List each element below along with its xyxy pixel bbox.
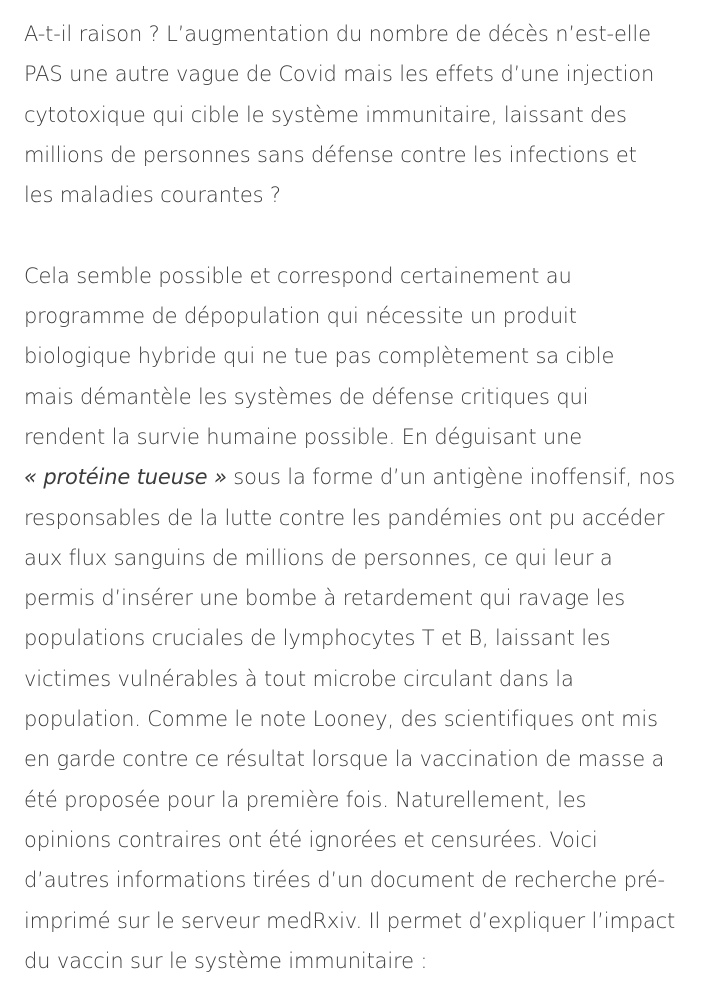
text-line: programme de dépopulation qui nécessite un produit bbox=[24, 304, 577, 329]
text-line: millions de personnes sans défense contre les infections et bbox=[24, 142, 637, 167]
text-line: opinions contraires ont été ignorées et censurées. Voici bbox=[24, 827, 598, 852]
text-line: responsables de la lutte contre les pandémies ont pu accéder bbox=[24, 505, 665, 530]
text-line: aux flux sanguins de millions de personnes, ce qui leur a bbox=[24, 545, 613, 570]
text-line: populations cruciales de lymphocytes T et B, laissant les bbox=[24, 626, 611, 651]
text-line: Cela semble possible et correspond certainement au bbox=[24, 263, 572, 288]
text-line: permis d’insérer une bombe à retardement qui ravage les bbox=[24, 586, 626, 611]
article-body bbox=[24, 14, 704, 981]
paragraph-2 bbox=[24, 256, 704, 981]
text-line: imprimé sur le serveur medRxiv. Il permet d’expliquer l’impact bbox=[24, 908, 676, 933]
text-line: biologique hybride qui ne tue pas complètement sa cible bbox=[24, 344, 615, 369]
text-line bbox=[24, 457, 704, 497]
text-line: en garde contre ce résultat lorsque la vaccination de masse a bbox=[24, 747, 665, 772]
paragraph-spacer bbox=[24, 215, 704, 255]
text-line: rendent la survie humaine possible. En déguisant une bbox=[24, 424, 583, 449]
text-line: cytotoxique qui cible le système immunitaire, laissant des bbox=[24, 102, 627, 127]
text-line: victimes vulnérables à tout microbe circulant dans la bbox=[24, 666, 574, 691]
text-line: été proposée pour la première fois. Naturellement, les bbox=[24, 787, 587, 812]
text-line: PAS une autre vague de Covid mais les effets d’une injection bbox=[24, 62, 655, 87]
text-line: d’autres informations tirées d’un document de recherche pré- bbox=[24, 868, 665, 893]
text-line: mais démantèle les systèmes de défense critiques qui bbox=[24, 384, 589, 409]
paragraph-1 bbox=[24, 14, 704, 215]
text-line: A-t-il raison ? L’augmentation du nombre de décès n’est-elle bbox=[24, 22, 651, 46]
text-run: sous la forme d’un antigène inoffensif, nos bbox=[226, 465, 676, 490]
text-line: du vaccin sur le système immunitaire : bbox=[24, 948, 428, 973]
text-line: population. Comme le note Looney, des scientifiques ont mis bbox=[24, 707, 658, 732]
text-line: les maladies courantes ? bbox=[24, 183, 281, 208]
emphasized-quote: « protéine tueuse » bbox=[24, 465, 227, 490]
